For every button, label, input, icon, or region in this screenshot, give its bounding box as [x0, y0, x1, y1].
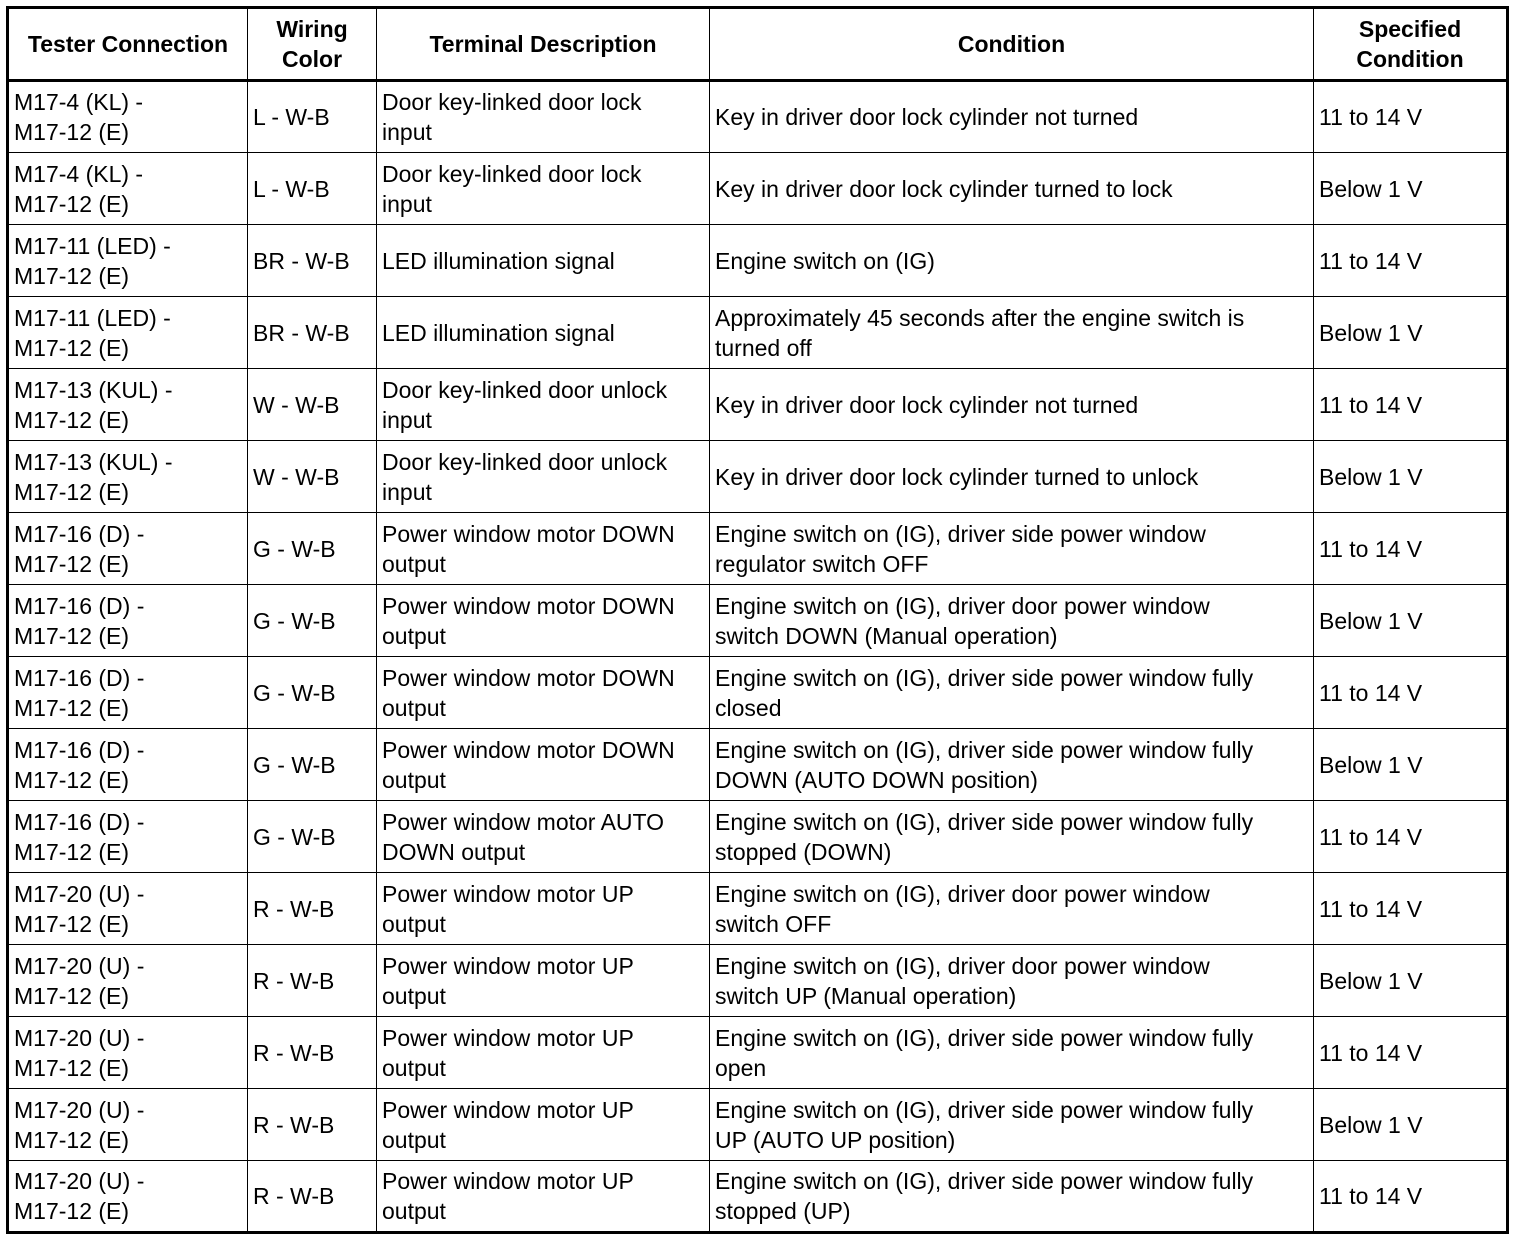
cell-condition: Engine switch on (IG), driver side power window fully closed — [710, 657, 1314, 729]
cell-condition: Engine switch on (IG) — [710, 225, 1314, 297]
cell-tester-connection: M17-13 (KUL) - M17-12 (E) — [8, 369, 248, 441]
cell-specified-condition: Below 1 V — [1314, 153, 1508, 225]
cell-condition: Engine switch on (IG), driver side power window fully DOWN (AUTO DOWN position) — [710, 729, 1314, 801]
cell-condition: Engine switch on (IG), driver side power window fully open — [710, 1017, 1314, 1089]
table-row — [8, 729, 1508, 801]
cell-tester-connection: M17-16 (D) - M17-12 (E) — [8, 585, 248, 657]
table-row — [8, 441, 1508, 513]
cell-terminal-description: LED illumination signal — [377, 297, 710, 369]
cell-wiring-color: BR - W-B — [248, 225, 377, 297]
cell-terminal-description: Power window motor DOWN output — [377, 513, 710, 585]
cell-condition: Engine switch on (IG), driver side power window fully stopped (DOWN) — [710, 801, 1314, 873]
cell-terminal-description: LED illumination signal — [377, 225, 710, 297]
table-row — [8, 225, 1508, 297]
cell-tester-connection: M17-11 (LED) - M17-12 (E) — [8, 225, 248, 297]
cell-condition: Engine switch on (IG), driver side power window regulator switch OFF — [710, 513, 1314, 585]
cell-specified-condition: 11 to 14 V — [1314, 657, 1508, 729]
cell-terminal-description: Power window motor AUTO DOWN output — [377, 801, 710, 873]
cell-tester-connection: M17-20 (U) - M17-12 (E) — [8, 1017, 248, 1089]
cell-specified-condition: 11 to 14 V — [1314, 81, 1508, 153]
cell-tester-connection: M17-20 (U) - M17-12 (E) — [8, 1161, 248, 1233]
header-tester-connection: Tester Connection — [8, 8, 248, 81]
cell-tester-connection: M17-11 (LED) - M17-12 (E) — [8, 297, 248, 369]
cell-tester-connection: M17-20 (U) - M17-12 (E) — [8, 945, 248, 1017]
cell-wiring-color: W - W-B — [248, 441, 377, 513]
cell-specified-condition: Below 1 V — [1314, 585, 1508, 657]
cell-condition: Key in driver door lock cylinder not turned — [710, 81, 1314, 153]
cell-wiring-color: L - W-B — [248, 153, 377, 225]
cell-specified-condition: 11 to 14 V — [1314, 873, 1508, 945]
cell-condition: Key in driver door lock cylinder not turned — [710, 369, 1314, 441]
cell-condition: Approximately 45 seconds after the engine switch is turned off — [710, 297, 1314, 369]
cell-tester-connection: M17-16 (D) - M17-12 (E) — [8, 729, 248, 801]
cell-wiring-color: G - W-B — [248, 729, 377, 801]
table-row — [8, 513, 1508, 585]
cell-wiring-color: R - W-B — [248, 945, 377, 1017]
cell-terminal-description: Power window motor UP output — [377, 873, 710, 945]
cell-specified-condition: Below 1 V — [1314, 945, 1508, 1017]
table-row — [8, 153, 1508, 225]
cell-condition: Engine switch on (IG), driver side power window fully UP (AUTO UP position) — [710, 1089, 1314, 1161]
cell-terminal-description: Door key-linked door unlock input — [377, 369, 710, 441]
cell-condition: Key in driver door lock cylinder turned to unlock — [710, 441, 1314, 513]
table-row — [8, 657, 1508, 729]
cell-wiring-color: R - W-B — [248, 873, 377, 945]
cell-terminal-description: Power window motor DOWN output — [377, 657, 710, 729]
cell-tester-connection: M17-16 (D) - M17-12 (E) — [8, 657, 248, 729]
cell-tester-connection: M17-20 (U) - M17-12 (E) — [8, 1089, 248, 1161]
cell-specified-condition: 11 to 14 V — [1314, 369, 1508, 441]
cell-wiring-color: W - W-B — [248, 369, 377, 441]
cell-tester-connection: M17-16 (D) - M17-12 (E) — [8, 801, 248, 873]
specification-table — [6, 6, 1509, 1234]
cell-condition: Engine switch on (IG), driver door power window switch DOWN (Manual operation) — [710, 585, 1314, 657]
cell-wiring-color: G - W-B — [248, 801, 377, 873]
cell-terminal-description: Door key-linked door lock input — [377, 81, 710, 153]
cell-specified-condition: Below 1 V — [1314, 297, 1508, 369]
cell-condition: Engine switch on (IG), driver side power window fully stopped (UP) — [710, 1161, 1314, 1233]
cell-specified-condition: Below 1 V — [1314, 729, 1508, 801]
cell-terminal-description: Door key-linked door unlock input — [377, 441, 710, 513]
table-row — [8, 1161, 1508, 1233]
cell-specified-condition: 11 to 14 V — [1314, 225, 1508, 297]
table-row — [8, 585, 1508, 657]
table-row — [8, 945, 1508, 1017]
cell-specified-condition: Below 1 V — [1314, 1089, 1508, 1161]
cell-wiring-color: L - W-B — [248, 81, 377, 153]
cell-tester-connection: M17-4 (KL) - M17-12 (E) — [8, 153, 248, 225]
cell-condition: Key in driver door lock cylinder turned to lock — [710, 153, 1314, 225]
cell-wiring-color: R - W-B — [248, 1089, 377, 1161]
cell-condition: Engine switch on (IG), driver door power window switch OFF — [710, 873, 1314, 945]
table-row — [8, 801, 1508, 873]
cell-terminal-description: Power window motor UP output — [377, 1089, 710, 1161]
cell-specified-condition: 11 to 14 V — [1314, 1017, 1508, 1089]
cell-specified-condition: 11 to 14 V — [1314, 513, 1508, 585]
table-row — [8, 297, 1508, 369]
cell-tester-connection: M17-4 (KL) - M17-12 (E) — [8, 81, 248, 153]
table-row — [8, 1017, 1508, 1089]
cell-terminal-description: Power window motor UP output — [377, 1161, 710, 1233]
header-wiring-color: Wiring Color — [248, 8, 377, 81]
table-row — [8, 1089, 1508, 1161]
table-row — [8, 873, 1508, 945]
header-specified-condition: Specified Condition — [1314, 8, 1508, 81]
cell-tester-connection: M17-20 (U) - M17-12 (E) — [8, 873, 248, 945]
cell-tester-connection: M17-13 (KUL) - M17-12 (E) — [8, 441, 248, 513]
header-terminal-description: Terminal Description — [377, 8, 710, 81]
cell-terminal-description: Power window motor DOWN output — [377, 585, 710, 657]
cell-terminal-description: Power window motor UP output — [377, 1017, 710, 1089]
cell-wiring-color: BR - W-B — [248, 297, 377, 369]
cell-terminal-description: Power window motor UP output — [377, 945, 710, 1017]
table-row — [8, 369, 1508, 441]
cell-specified-condition: 11 to 14 V — [1314, 801, 1508, 873]
cell-wiring-color: G - W-B — [248, 585, 377, 657]
cell-terminal-description: Door key-linked door lock input — [377, 153, 710, 225]
header-condition: Condition — [710, 8, 1314, 81]
cell-wiring-color: R - W-B — [248, 1161, 377, 1233]
cell-tester-connection: M17-16 (D) - M17-12 (E) — [8, 513, 248, 585]
cell-wiring-color: G - W-B — [248, 657, 377, 729]
cell-terminal-description: Power window motor DOWN output — [377, 729, 710, 801]
table-body — [8, 81, 1508, 1233]
cell-specified-condition: Below 1 V — [1314, 441, 1508, 513]
cell-specified-condition: 11 to 14 V — [1314, 1161, 1508, 1233]
header-row — [8, 8, 1508, 81]
cell-wiring-color: G - W-B — [248, 513, 377, 585]
table-row — [8, 81, 1508, 153]
cell-condition: Engine switch on (IG), driver door power window switch UP (Manual operation) — [710, 945, 1314, 1017]
cell-wiring-color: R - W-B — [248, 1017, 377, 1089]
